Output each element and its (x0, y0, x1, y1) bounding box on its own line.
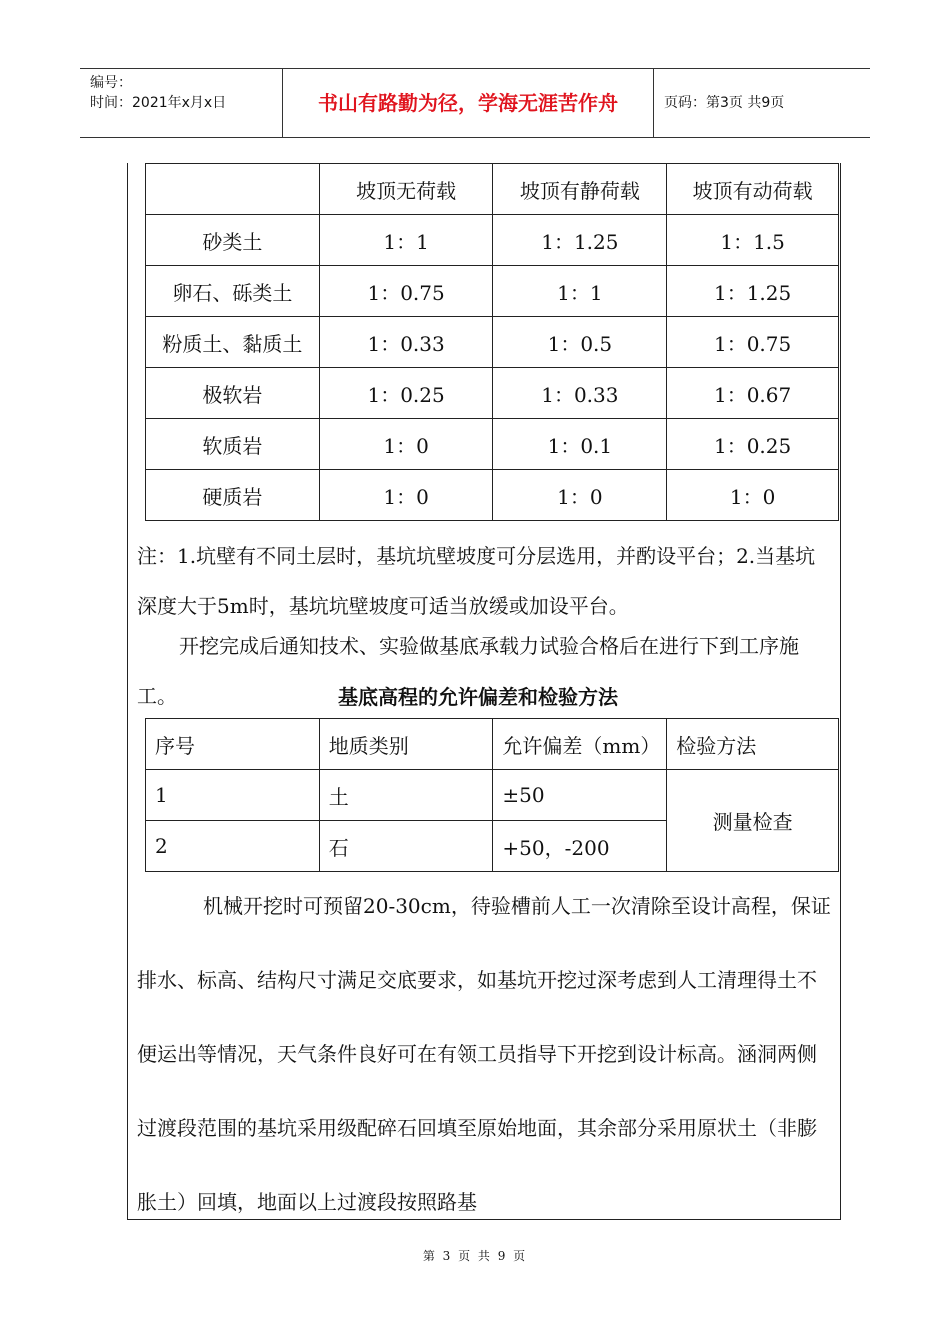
table-cell: 极软岩 (146, 368, 320, 419)
table-cell: 1：0.25 (667, 419, 839, 470)
table-cell: 卵石、砾类土 (146, 266, 320, 317)
table-row (146, 470, 839, 521)
table-row (146, 419, 839, 470)
table-cell: 1：0 (493, 470, 667, 521)
table-header-cell: 检验方法 (667, 719, 839, 770)
table-cell: 1：0.33 (493, 368, 667, 419)
table-cell: +50，-200 (493, 821, 667, 872)
table-cell: 2 (146, 821, 320, 872)
header-motto: 书山有路勤为径，学海无涯苦作舟 (282, 69, 654, 137)
number-label: 编号： (90, 75, 132, 91)
table-row (146, 317, 839, 368)
table-cell: 1：0 (667, 470, 839, 521)
elevation-tolerance-table (145, 718, 839, 872)
paragraph-text: 开挖完成后通知技术、实验做基底承载力试验合格后在进行下到工序施工。 (137, 634, 799, 708)
header-meta (80, 69, 282, 137)
table-cell: 1：1.25 (667, 266, 839, 317)
paragraph-text: 机械开挖时可预留20-30cm，待验槽前人工一次清除至设计高程，保证排水、标高、结构尺寸满足交底要求，如基坑开挖过深考虑到人工清理得土不便运出等情况，天气条件良好可在有领工员指导下开挖到设计标高。涵洞两侧过渡段范围的基坑采用级配碎石回填至原始地面，其余部分采用原状土（非膨胀土）回填，地面以上过渡段按照路基 (137, 894, 831, 1214)
table-header-cell: 地质类别 (319, 719, 493, 770)
table-row (146, 266, 839, 317)
table-cell: 1：0 (319, 470, 493, 521)
table-cell: 1：0 (319, 419, 493, 470)
table-header-cell (146, 164, 320, 215)
table-cell: 1：0.75 (319, 266, 493, 317)
table-cell: 1：0.5 (493, 317, 667, 368)
table-cell: 1：0.67 (667, 368, 839, 419)
table-cell: 1：0.75 (667, 317, 839, 368)
table-cell: 粉质土、黏质土 (146, 317, 320, 368)
date-label: 时间：2021年x月x日 (90, 95, 227, 111)
table-cell: 1：1.25 (493, 215, 667, 266)
table-cell: 1：0.25 (319, 368, 493, 419)
table-header-cell: 坡顶有静荷载 (493, 164, 667, 215)
table-cell: 石 (319, 821, 493, 872)
table-cell: 1：0.33 (319, 317, 493, 368)
slope-note: 注：1.坑壁有不同土层时，基坑坑壁坡度可分层选用，并酌设平台；2.当基坑深度大于5m时，基坑坑壁坡度可适当放缓或加设平台。 (137, 544, 816, 618)
header-page-label: 页码：第3页 共9页 (664, 95, 785, 111)
table-cell: 砂类土 (146, 215, 320, 266)
table-row (146, 368, 839, 419)
slope-ratio-table (145, 163, 839, 521)
table-cell: 土 (319, 770, 493, 821)
table-cell: 硬质岩 (146, 470, 320, 521)
page-footer: 第 3 页 共 9 页 (422, 1249, 528, 1263)
table-header-cell: 序号 (146, 719, 320, 770)
table-cell: 1 (146, 770, 320, 821)
table-header-cell: 坡顶无荷载 (319, 164, 493, 215)
table-header-row (146, 164, 839, 215)
table-cell: 1：1 (319, 215, 493, 266)
table-row (146, 215, 839, 266)
table-cell: ±50 (493, 770, 667, 821)
table-cell: 1：1.5 (667, 215, 839, 266)
table-cell: 1：0.1 (493, 419, 667, 470)
table-cell: 软质岩 (146, 419, 320, 470)
table-header-cell: 允许偏差（mm） (493, 719, 667, 770)
paragraph-excavation (137, 869, 833, 1239)
table-row (146, 770, 839, 821)
inspection-method-cell: 测量检查 (667, 770, 839, 872)
table-header-cell: 坡顶有动荷载 (667, 164, 839, 215)
table-header-row (146, 719, 839, 770)
table-cell: 1：1 (493, 266, 667, 317)
elevation-table-title: 基底高程的允许偏差和检验方法 (338, 685, 618, 709)
page-header (80, 68, 870, 138)
